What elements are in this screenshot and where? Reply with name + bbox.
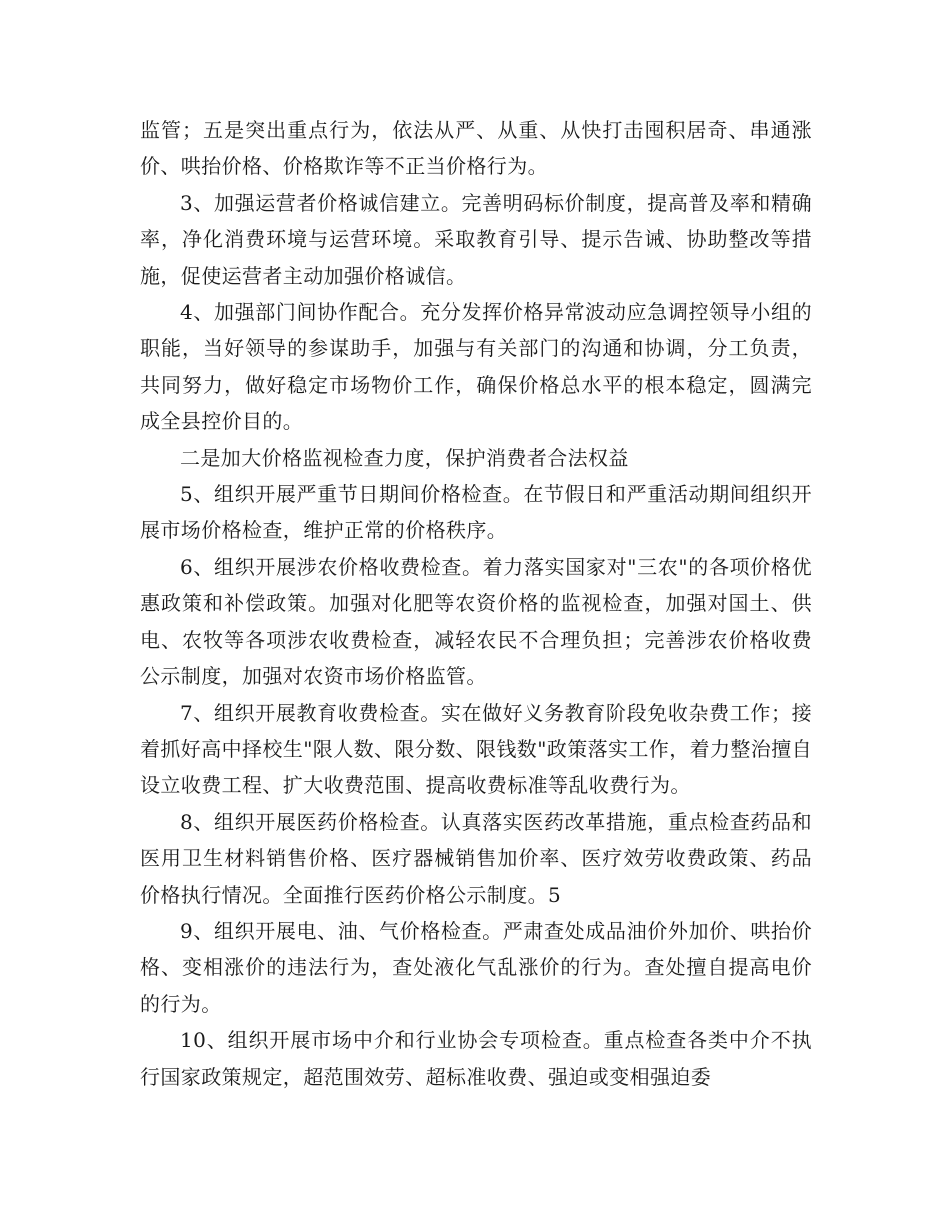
paragraph-3: 4、加强部门间协作配合。充分发挥价格异常波动应急调控领导小组的职能，当好领导的参谋助手，加强与有关部门的沟通和协调，分工负责，共同努力，做好稳定市场物价工作，确保价格总水平的根本稳定，圆满完成全县控价目的。 — [140, 300, 812, 434]
paragraph-7: 7、组织开展教育收费检查。实在做好义务教育阶段免收杂费工作；接着抓好高中择校生"限人数、限分数、限钱数"政策落实工作，着力整治擅自设立收费工程、扩大收费范围、提高收费标准等乱收费行为。 — [140, 700, 812, 798]
paragraph-9: 9、组织开展电、油、气价格检查。严肃查处成品油价外加价、哄抬价格、变相涨价的违法行为，查处液化气乱涨价的行为。查处擅自提高电价的行为。 — [140, 918, 812, 1016]
paragraph-6: 6、组织开展涉农价格收费检查。着力落实国家对"三农"的各项价格优惠政策和补偿政策。加强对化肥等农资价格的监视检查，加强对国土、供电、农牧等各项涉农收费检查，减轻农民不合理负担；完善涉农价格收费公示制度，加强对农资市场价格监管。 — [140, 554, 812, 689]
paragraph-5: 5、组织开展严重节日期间价格检查。在节假日和严重活动期间组织开展市场价格检查，维护正常的价格秩序。 — [140, 482, 812, 543]
paragraph-8: 8、组织开展医药价格检查。认真落实医药改革措施，重点检查药品和医用卫生材料销售价格、医疗器械销售加价率、医疗效劳收费政策、药品价格执行情况。全面推行医药价格公示制度。5 — [140, 809, 812, 907]
paragraph-2: 3、加强运营者价格诚信建立。完善明码标价制度，提高普及率和精确率，净化消费环境与运营环境。采取教育引导、提示告诫、协助整改等措施，促使运营者主动加强价格诚信。 — [140, 190, 812, 288]
section-heading: 二是加大价格监视检查力度，保护消费者合法权益 — [180, 445, 629, 470]
paragraph-1: 监管；五是突出重点行为，依法从严、从重、从快打击囤积居奇、串通涨价、哄抬价格、价格欺诈等不正当价格行为。 — [140, 118, 812, 179]
paragraph-10: 10、组织开展市场中介和行业协会专项检查。重点检查各类中介不执行国家政策规定，超范围效劳、超标准收费、强迫或变相强迫委 — [140, 1028, 812, 1089]
document-body — [140, 112, 812, 1095]
